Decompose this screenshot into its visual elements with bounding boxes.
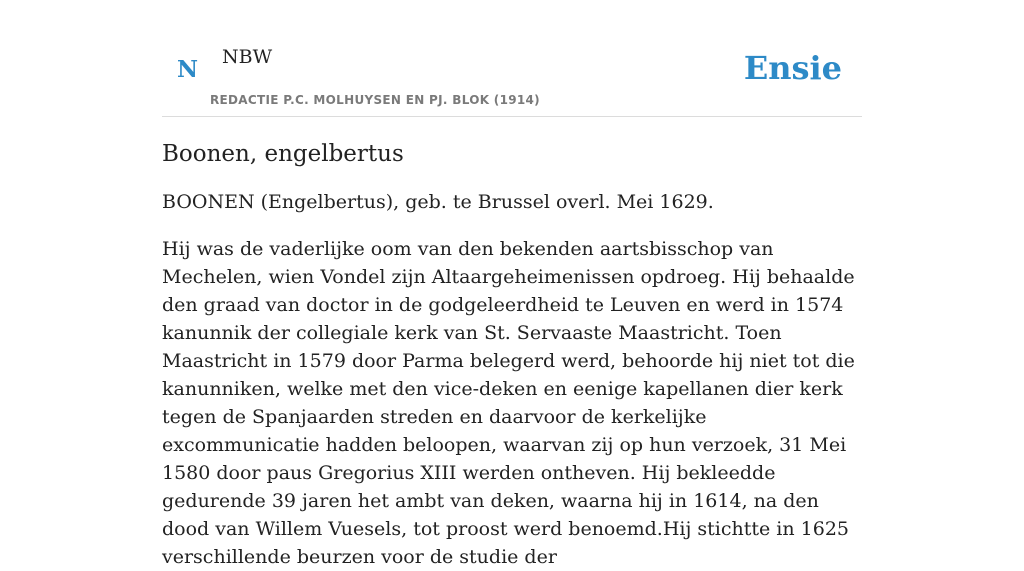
site-logo[interactable]: N [177, 56, 199, 83]
article-intro: BOONEN (Engelbertus), geb. te Brussel overl. Mei 1629. [162, 191, 714, 213]
site-title[interactable]: NBW [222, 46, 273, 68]
site-header [162, 0, 862, 117]
brand-logo[interactable]: Ensie [743, 49, 842, 87]
article-title: Boonen, engelbertus [162, 141, 404, 167]
article [162, 138, 866, 571]
site-subtitle: REDACTIE P.C. MOLHUYSEN EN PJ. BLOK (1914) [210, 93, 540, 107]
article-body: Hij was de vaderlijke oom van den bekenden aartsbisschop van Mechelen, wien Vondel zijn Altaargeheimenissen opdroeg. Hij behaalde den graad van doctor in de godgeleerdheid te Leuven en werd in 1574 kanunnik der collegiale kerk van St. Servaaste Maastricht. Toen Maastricht in 1579 door Parma belegerd werd, behoorde hij niet tot die kanunniken, welke met den vice-deken en eenige kapellanen dier kerk tegen de Spanjaarden streden en daarvoor de kerkelijke excommunicatie hadden beloopen, waarvan zij op hun verzoek, 31 Mei 1580 door paus Gregorius XIII werden ontheven. Hij bekleedde gedurende 39 jaren het ambt van deken, waarna hij in 1614, na den dood van Willem Vuesels, tot proost werd benoemd.Hij stichtte in 1625 verschillende beurzen voor de studie der [162, 238, 855, 568]
